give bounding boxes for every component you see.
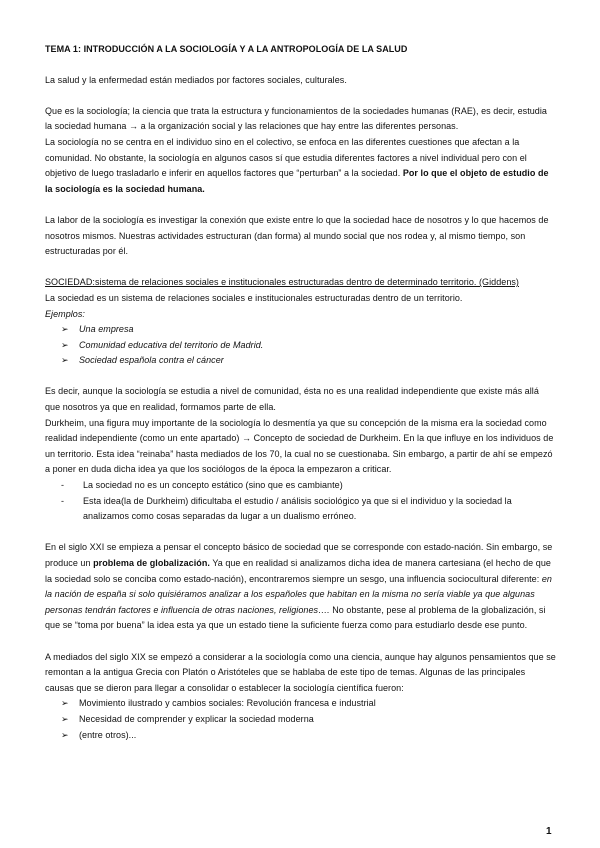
paragraph-xxi-italic: en la nación de españa si solo quisiéramos analizar a los españoles que habitan en la misma no sería viable ya que algunas personas tendrán factores e influencia de otras naciones, religiones…. bbox=[45, 573, 552, 615]
paragraph-colectivo-text: La sociología no se centra en el individuo sino en el colectivo, se enfoca en las diferentes cuestiones que afectan a la comunidad. No obstante, la sociología en algunos casos sí que estudia diferentes factores a nivel individual pero con el objetivo de luego trasladarlo e inferir en aquellos factores que “perturban” a la sociedad. bbox=[45, 136, 527, 179]
paragraph-que-es: Que es la sociología; la ciencia que trata la estructura y funcionamientos de la sociedades humanas (RAE), es decir, estudia la sociedad humana → a la organización social y las relaciones que hay entre las diferentes personas. bbox=[45, 105, 547, 132]
page-number: 1 bbox=[546, 826, 552, 837]
list-item-text: Una empresa bbox=[79, 324, 134, 335]
definition-sociedad: SOCIEDAD:sistema de relaciones sociales e institucionales estructuradas dentro de determinado territorio. (Giddens) bbox=[45, 277, 519, 288]
paragraph-xxi-bold: problema de globalización. bbox=[93, 558, 210, 568]
arrow-bullet-icon: ➢ bbox=[61, 729, 69, 740]
paragraph-labor: La labor de la sociología es investigar la conexión que existe entre lo que la sociedad hace de nosotros y lo que hacemos de nosotros mismos. Nuestras actividades estructuran (dan forma) al mundo social que nos rodea y, al mismo tiempo, son estructuradas por él. bbox=[45, 214, 549, 257]
critique-list bbox=[45, 478, 556, 525]
paragraph-xxi-a: En el siglo XXI se empieza a pensar el concepto básico de sociedad que se corresponde con estado-nación. Sin embargo, se produce un bbox=[45, 542, 553, 568]
list-item-text: Esta idea(la de Durkheim) dificultaba el estudio / análisis sociológico ya que si el individuo y la sociedad la analizamos como cosas separadas da lugar a un dualismo erróneo. bbox=[83, 495, 512, 522]
definition-body: La sociedad es un sistema de relaciones sociales e institucionales estructuradas dentro de un territorio. bbox=[45, 292, 463, 303]
arrow-bullet-icon: ➢ bbox=[61, 324, 69, 335]
paragraph-durkheim: Durkheim, una figura muy importante de la sociología lo desmentía ya que su concepción de la misma era la sociedad como realidad independiente (como un ente apartado) → Concepto de sociedad de Durkheim. En la que influye en los individuos de un territorio. Esta idea “reinaba” hasta mediados de los 70, la cual no se cuestionaba. Sin embargo, a partir de ahí se empezó a poner en duda dicha idea ya que los sociólogos de la época la empezaron a criticar. bbox=[45, 417, 554, 475]
list-item-text: Movimiento ilustrado y cambios sociales: Revolución francesa e industrial bbox=[79, 698, 376, 709]
ejemplos-list bbox=[45, 322, 556, 369]
document-body bbox=[45, 42, 556, 743]
list-item-text: Necesidad de comprender y explicar la sociedad moderna bbox=[79, 713, 314, 724]
list-item bbox=[61, 338, 556, 354]
paragraph-intro: La salud y la enfermedad están mediados por factores sociales, culturales. bbox=[45, 74, 347, 85]
list-item-text: Comunidad educativa del territorio de Madrid. bbox=[79, 339, 264, 350]
list-item bbox=[61, 696, 556, 712]
list-item bbox=[61, 353, 556, 369]
paragraph-colectivo-bold: Por lo que el objeto de estudio de la sociología es la sociedad humana. bbox=[45, 168, 549, 194]
dash-bullet-icon: - bbox=[61, 495, 65, 506]
ejemplos-label-text: Ejemplos: bbox=[45, 308, 85, 319]
list-item-text: La sociedad no es un concepto estático (sino que es cambiante) bbox=[83, 480, 343, 491]
arrow-bullet-icon: ➢ bbox=[61, 355, 69, 366]
list-item-text: (entre otros)... bbox=[79, 729, 137, 740]
list-item-text: Sociedad española contra el cáncer bbox=[79, 355, 224, 366]
paragraph-es-decir: Es decir, aunque la sociología se estudia a nivel de comunidad, ésta no es una realidad independiente que existe más allá que nosotros ya que en realidad, formamos parte de ella. bbox=[45, 386, 539, 413]
list-item bbox=[61, 478, 556, 494]
page-title: TEMA 1: INTRODUCCIÓN A LA SOCIOLOGÍA Y A LA ANTROPOLOGÍA DE LA SALUD bbox=[45, 44, 408, 54]
list-item bbox=[61, 494, 556, 525]
paragraph-siglo-xix: A mediados del siglo XIX se empezó a considerar a la sociología como una ciencia, aunque hay algunos pensamientos que se remontan a la antigua Grecia con Platón o Aristóteles que se hablaba de este tipo de temas. Algunas de las principales causas que se dieron para llegar a consolidar o establecer la sociología científica fueron: bbox=[45, 651, 556, 693]
paragraph-xxi-b: Ya que en realidad si analizamos dicha idea de manera cartesiana (el hecho de que la sociedad solo se conciba como estado-nación), encontraremos siempre un sesgo, una influencia sociocultural diferente: bbox=[45, 558, 551, 584]
arrow-bullet-icon: ➢ bbox=[61, 713, 69, 724]
dash-bullet-icon: - bbox=[61, 480, 65, 491]
paragraph-xxi-c: No obstante, pese al problema de la globalización, si que se “toma por buena” la idea esta ya que un estado tiene la suficiente fuerza como para estudiarlo desde ese punto. bbox=[45, 604, 546, 631]
causas-list bbox=[45, 696, 556, 743]
list-item bbox=[61, 322, 556, 338]
arrow-bullet-icon: ➢ bbox=[61, 698, 69, 709]
arrow-bullet-icon: ➢ bbox=[61, 339, 69, 350]
list-item bbox=[61, 728, 556, 744]
list-item bbox=[61, 712, 556, 728]
paragraph-colectivo bbox=[45, 135, 556, 197]
paragraph-siglo-xxi bbox=[45, 540, 556, 634]
ejemplos-label bbox=[45, 307, 556, 323]
